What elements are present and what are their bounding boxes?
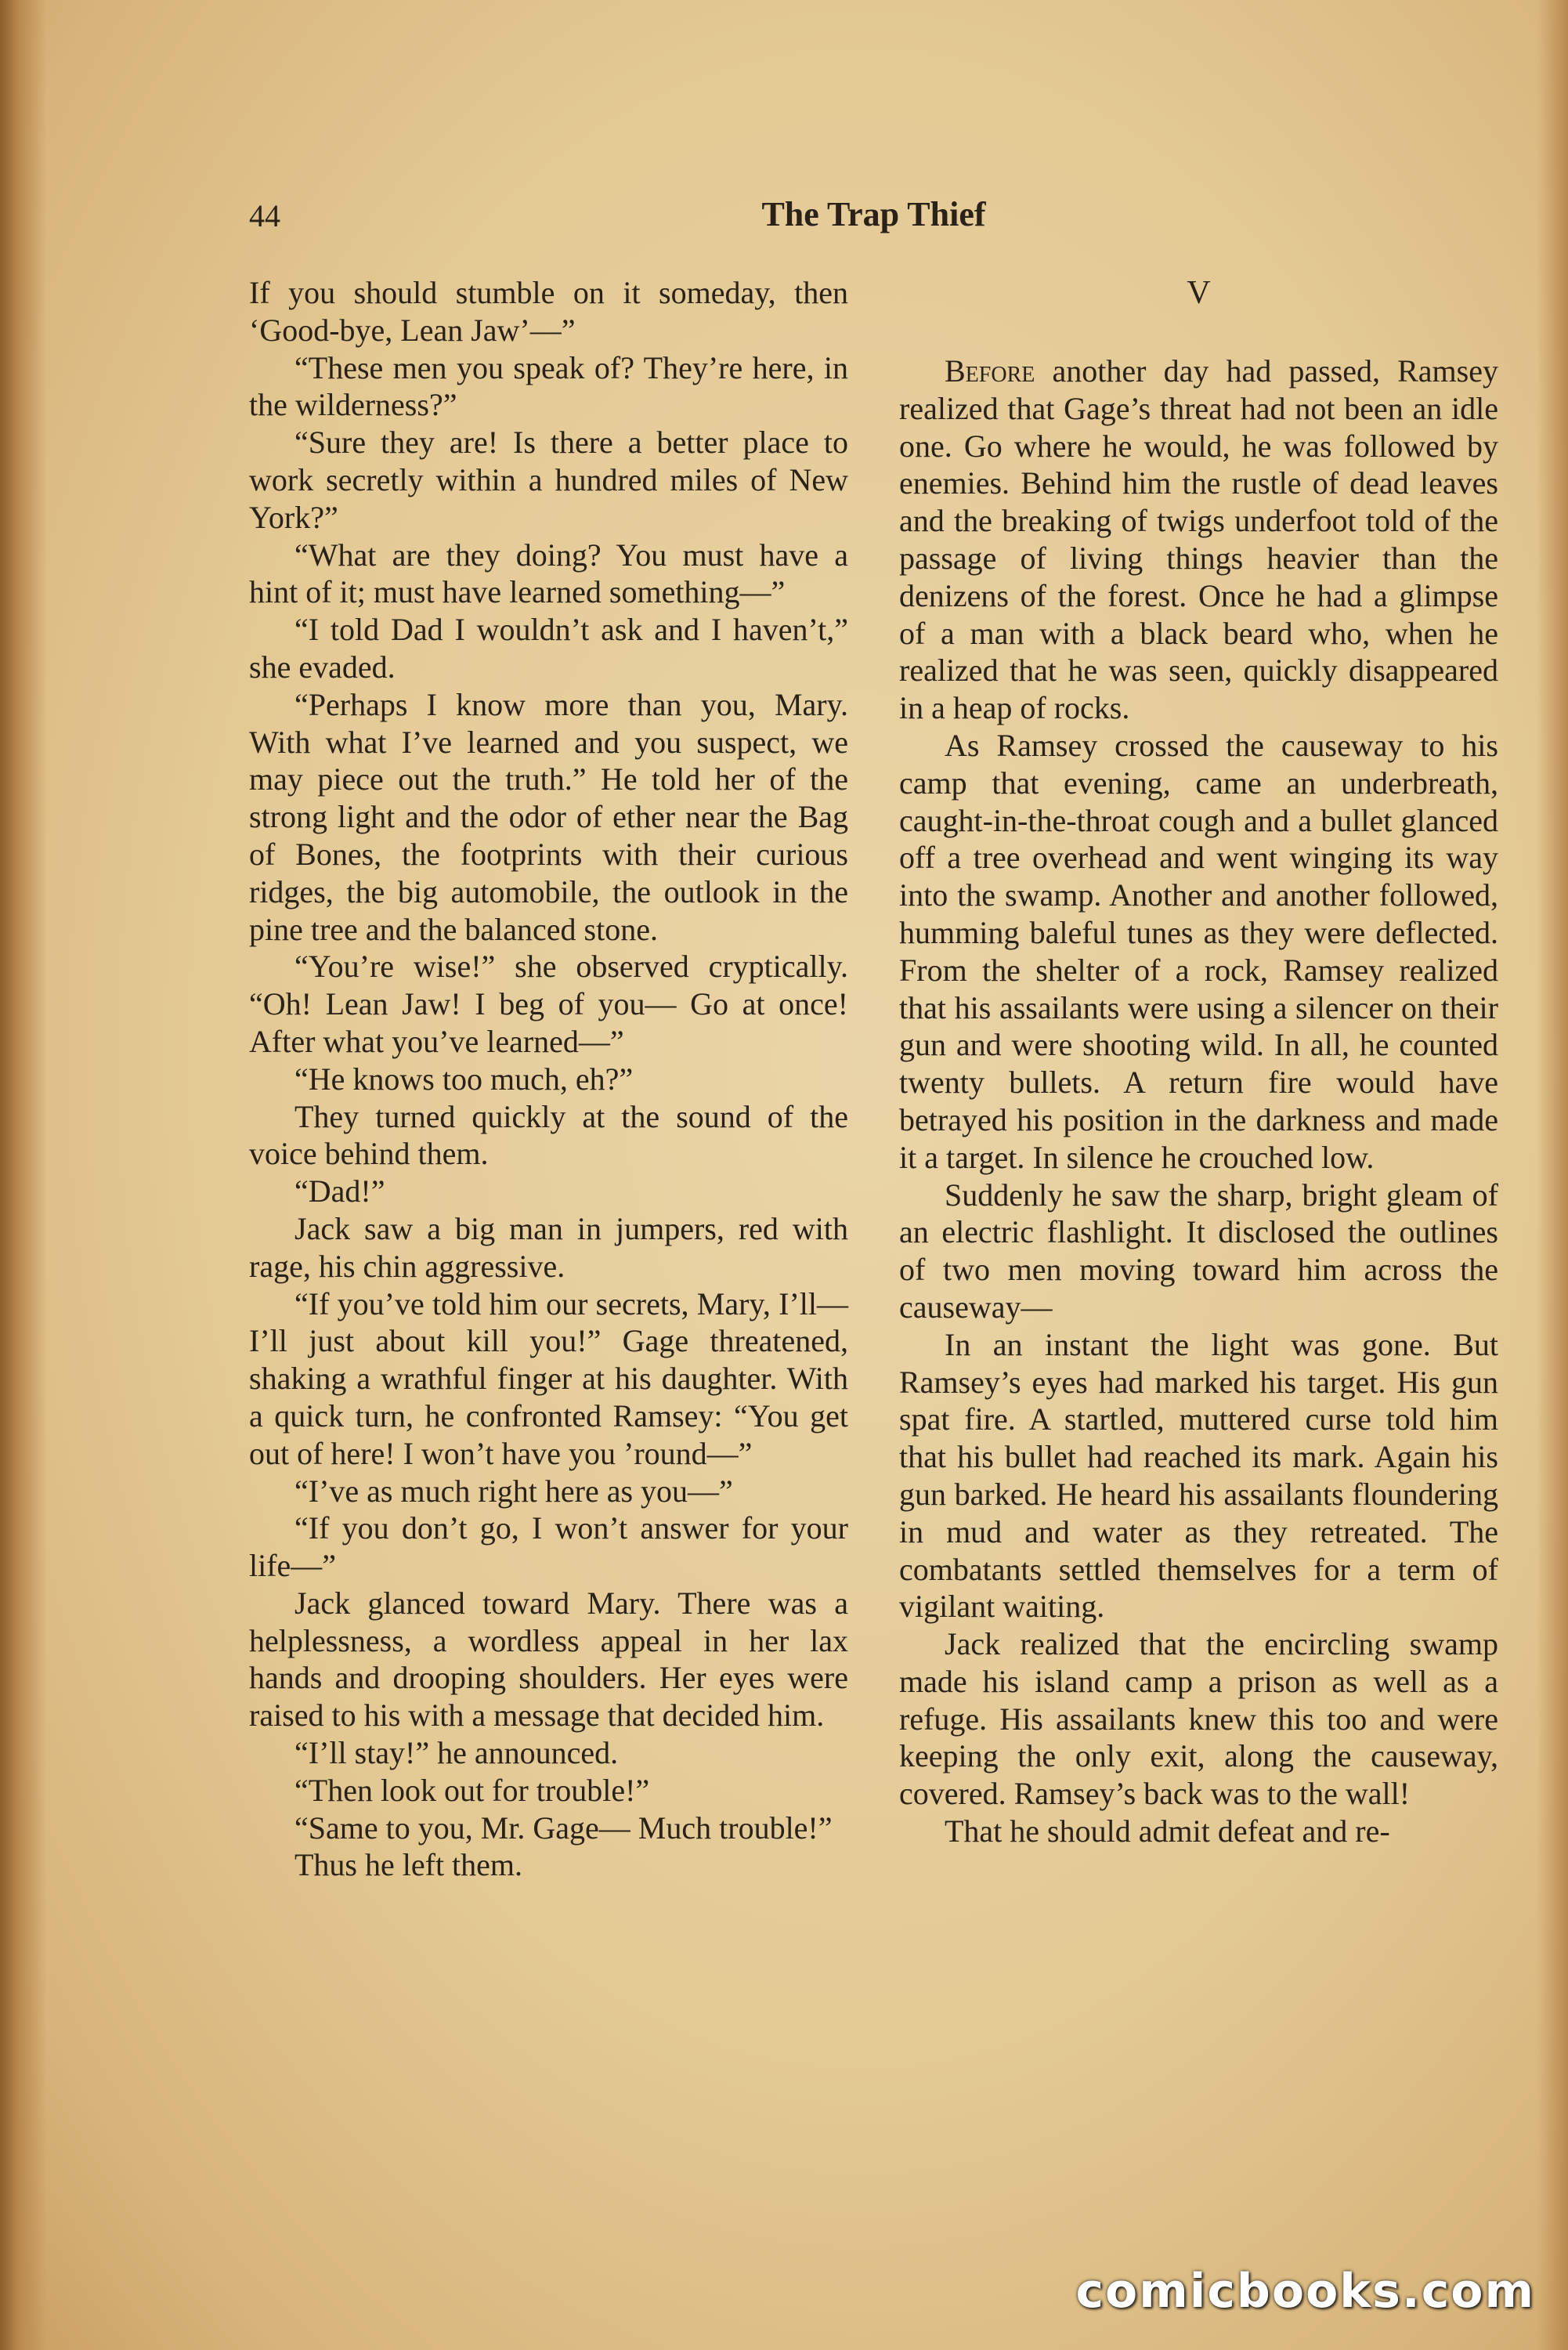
paragraph: Jack glanced toward Mary. There was a helplessness, a wordless appeal in her lax hands and drooping shoulders. Her eyes were raised to his with a message that decided him. (249, 1585, 848, 1734)
page-edge-shadow-left (0, 0, 47, 2350)
paragraph (899, 352, 1498, 727)
lead-word: Before (945, 353, 1035, 389)
paragraph: “You’re wise!” she observed cryptically. “Oh! Lean Jaw! I beg of you— Go at once! After what you’ve learned—” (249, 949, 848, 1059)
paragraph: Thus he left them. (294, 1847, 523, 1883)
lead-paragraph-text: another day had passed, Ramsey realized that Gage’s threat had not been an idle one. Go where he would, he was followed by enemies. Behind him the rustle of dead leaves and the breaking of twigs underfoot told of the passage of living things heavier than the denizens of the forest. Once he had a glimpse of a man with a black beard who, when he realized that he was seen, quickly disappeared in a heap of rocks. (899, 353, 1498, 726)
site-watermark: comicbooks.com (1075, 2264, 1535, 2319)
page-number: 44 (249, 198, 280, 233)
paragraph: “I’ll stay!” he announced. (294, 1735, 619, 1771)
paragraph: “What are they doing? You must have a hint of it; must have learned something—” (249, 537, 848, 610)
right-column (899, 274, 1498, 1850)
paragraph: “Same to you, Mr. Gage— Much trouble!” (294, 1810, 833, 1846)
paragraph: Suddenly he saw the sharp, bright gleam of an electric flashlight. It disclosed the outlines of two men moving toward him across the causeway— (899, 1177, 1498, 1325)
paragraph: “He knows too much, eh?” (294, 1061, 634, 1097)
paragraph: “Dad!” (294, 1173, 385, 1209)
paragraph: They turned quickly at the sound of the voice behind them. (249, 1098, 848, 1172)
paragraph: If you should stumble on it someday, then ‘Good-bye, Lean Jaw’—” (249, 275, 848, 348)
paragraph: Jack realized that the encircling swamp made his island camp a prison as well as a refuge. His assailants knew this too and were keeping the only exit, along the causeway, covered. Ramsey’s back was to the wall! (899, 1626, 1498, 1812)
paragraph: “I told Dad I wouldn’t ask and I haven’t,” she evaded. (249, 612, 848, 685)
page-edge-shadow-right (1537, 0, 1568, 2350)
left-column (249, 274, 848, 1884)
paragraph: “If you don’t go, I won’t answer for your life—” (249, 1510, 848, 1584)
paragraph: “These men you speak of? They’re here, in the wilderness?” (249, 349, 848, 423)
paragraph: That he should admit defeat and re- (945, 1813, 1390, 1849)
paragraph: “Perhaps I know more than you, Mary. With what I’ve learned and you suspect, we may piece out the truth.” He told her of the strong light and the odor of ether near the Bag of Bones, the footprints with their curious ridges, the big automobile, the outlook in the pine tree and the balanced stone. (249, 686, 848, 947)
chapter-heading: V (1187, 275, 1211, 311)
paragraph: “Sure they are! Is there a better place to work secretly within a hundred miles of New York?” (249, 425, 848, 535)
paragraph: “Then look out for trouble!” (294, 1772, 650, 1808)
running-title: The Trap Thief (761, 195, 986, 233)
paragraph: Jack saw a big man in jumpers, red with rage, his chin aggressive. (249, 1210, 848, 1284)
paragraph: “If you’ve told him our secrets, Mary, I’ll—I’ll just about kill you!” Gage threatened, shaking a wrathful finger at his daughter. With a quick turn, he confronted Ramsey: “You get out of here! I won’t have you ’round—” (249, 1285, 848, 1471)
running-head (249, 194, 1498, 241)
paragraph: In an instant the light was gone. But Ramsey’s eyes had marked his target. His gun spat fire. A startled, muttered curse told him that his bullet had reached its mark. Again his gun barked. He heard his assailants floundering in mud and water as they retreated. The combatants settled themselves for a term of vigilant waiting. (899, 1326, 1498, 1625)
paragraph: “I’ve as much right here as you—” (294, 1473, 733, 1509)
paragraph: As Ramsey crossed the causeway to his camp that evening, came an underbreath, caught-in-the-throat cough and a bullet glanced off a tree overhead and went winging its way into the swamp. Another and another followed, humming baleful tunes as they were deflected. From the shelter of a rock, Ramsey realized that his assailants were using a silencer on their gun and were shooting wild. In all, he counted twenty bullets. A return fire would have betrayed his position in the darkness and made it a target. In silence he crouched low. (899, 727, 1498, 1175)
